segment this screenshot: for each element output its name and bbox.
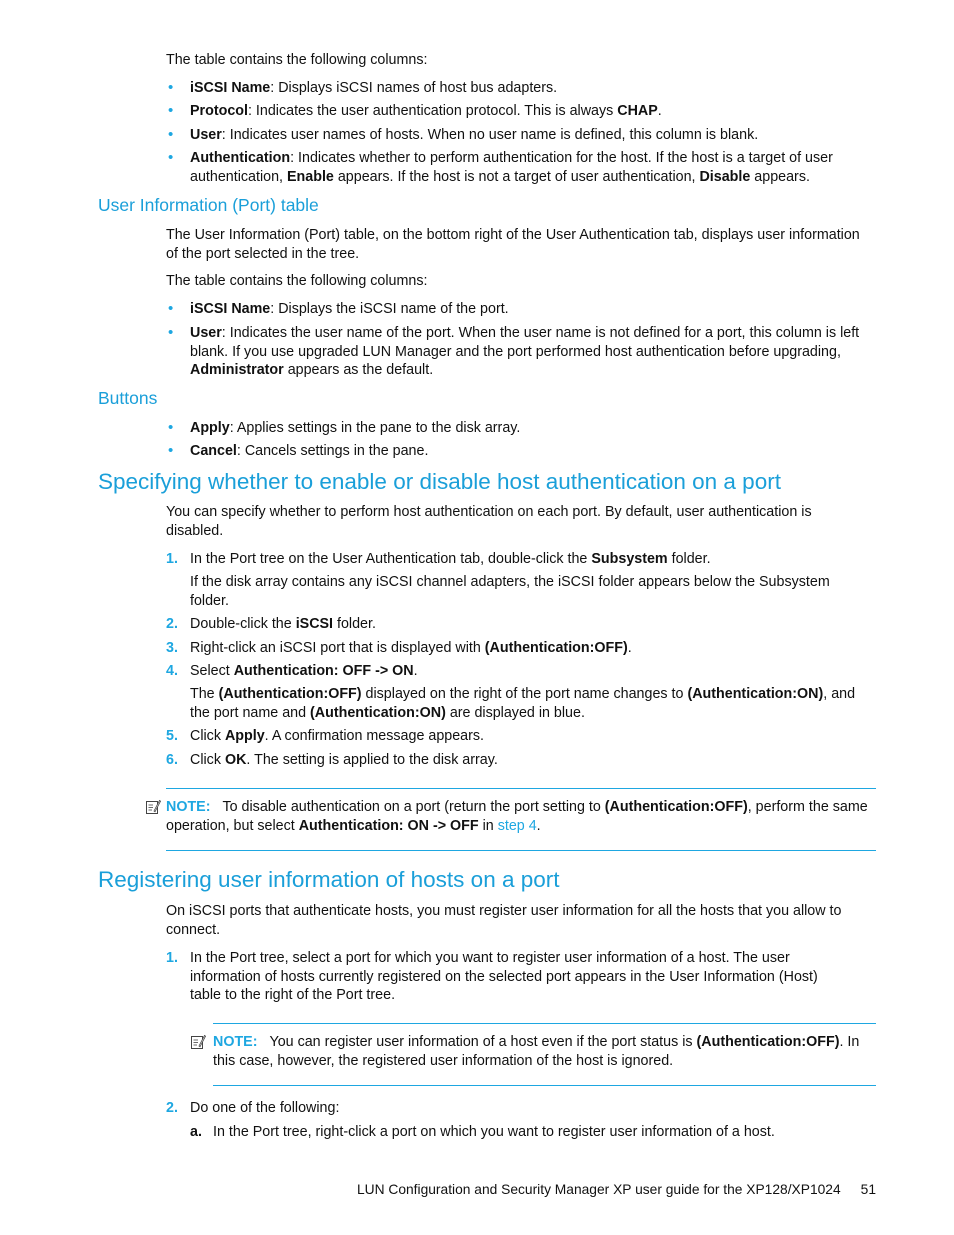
note-label: NOTE: bbox=[166, 799, 211, 815]
column-desc: : Indicates the user name of the port. When the user name is not defined for a port, this column is left blank. If you use upgraded LUN Manager and the port performed host authentication before upgrading, bbox=[190, 325, 860, 360]
note-body: in bbox=[478, 817, 498, 834]
note-divider bbox=[213, 1023, 876, 1024]
protocol-value: CHAP bbox=[617, 103, 658, 119]
note-divider bbox=[213, 1085, 876, 1086]
disable-value: Disable bbox=[699, 168, 751, 185]
step-post: . bbox=[627, 640, 632, 656]
step-bold: Subsystem bbox=[591, 551, 668, 567]
bullet-icon: • bbox=[168, 300, 174, 317]
step-post: . A confirmation message appears. bbox=[264, 728, 485, 744]
column-item bbox=[190, 149, 872, 186]
note-icon bbox=[190, 1034, 206, 1050]
step-number: 4. bbox=[166, 663, 178, 679]
section-heading-buttons: Buttons bbox=[98, 388, 158, 408]
column-desc: . bbox=[657, 103, 662, 119]
sub-text: The bbox=[190, 686, 219, 702]
section-heading-port-table: User Information (Port) table bbox=[98, 195, 319, 215]
step-pre: Select bbox=[190, 663, 234, 679]
note-bold: (Authentication:OFF) bbox=[696, 1034, 840, 1050]
note-icon bbox=[145, 799, 161, 815]
step-number: 3. bbox=[166, 640, 178, 656]
step-pre: Click bbox=[190, 752, 225, 768]
note-divider bbox=[166, 788, 876, 789]
column-item bbox=[190, 102, 872, 121]
step-number: 1. bbox=[166, 950, 178, 966]
column-desc: appears as the default. bbox=[283, 362, 434, 378]
button-desc: : Cancels settings in the pane. bbox=[236, 443, 429, 459]
note-divider bbox=[166, 850, 876, 851]
note-body: You can register user information of a host even if the port status is bbox=[269, 1034, 697, 1050]
note-bold: (Authentication:OFF) bbox=[604, 799, 748, 815]
column-item bbox=[190, 79, 872, 98]
column-name: Protocol bbox=[190, 103, 248, 119]
step-bold: iSCSI bbox=[295, 616, 334, 632]
sub-text: displayed on the right of the port name changes to bbox=[361, 686, 688, 702]
sub-text: are displayed in blue. bbox=[445, 704, 585, 721]
step-bold: Apply bbox=[224, 728, 265, 744]
column-name: iSCSI Name bbox=[190, 301, 271, 317]
sub-text: , and the port name and bbox=[190, 686, 856, 721]
note-body: . bbox=[536, 817, 541, 834]
step-sub-text: If the disk array contains any iSCSI channel adapters, the iSCSI folder appears below the Subsystem folder. bbox=[190, 574, 830, 609]
substep-text: In the Port tree, right-click a port on which you want to register user information of a host. bbox=[213, 1124, 775, 1140]
column-item bbox=[190, 300, 872, 319]
step-text bbox=[190, 751, 872, 770]
column-desc: : Indicates the user authentication protocol. This is always bbox=[247, 103, 618, 119]
sub-bold: (Authentication:ON) bbox=[687, 686, 824, 702]
note-body: , perform the same operation, but select bbox=[166, 799, 868, 834]
note-body: To disable authentication on a port (return the port setting to bbox=[222, 799, 605, 815]
sub-bold: (Authentication:ON) bbox=[310, 704, 446, 721]
note-text bbox=[166, 798, 872, 835]
step-4-link[interactable]: step 4 bbox=[497, 817, 537, 834]
footer-title: LUN Configuration and Security Manager XP user guide for the XP128/XP1024 bbox=[356, 1182, 841, 1197]
step-post: . The setting is applied to the disk array. bbox=[246, 752, 498, 768]
step-pre: In the Port tree on the User Authentication tab, double-click the bbox=[190, 551, 592, 567]
section-heading-register: Registering user information of hosts on a port bbox=[98, 867, 560, 892]
bullet-icon: • bbox=[168, 102, 174, 119]
step-number: 6. bbox=[166, 752, 178, 768]
button-name: Apply bbox=[190, 420, 230, 436]
column-desc: appears. bbox=[750, 168, 810, 185]
step-pre: Double-click the bbox=[190, 616, 296, 632]
administrator-value: Administrator bbox=[190, 362, 284, 378]
port-table-para: The User Information (Port) table, on the bottom right of the User Authentication tab, displays user information of the port selected in the tree. bbox=[166, 227, 860, 262]
step-pre: Right-click an iSCSI port that is displayed with bbox=[190, 640, 485, 656]
bullet-icon: • bbox=[168, 419, 174, 436]
column-desc: : Indicates user names of hosts. When no user name is defined, this column is blank. bbox=[221, 127, 759, 143]
button-item-cancel bbox=[190, 442, 872, 461]
register-para: On iSCSI ports that authenticate hosts, you must register user information for all the hosts that you allow to connect. bbox=[166, 903, 842, 938]
note-body: . In this case, however, the registered user information of the host is ignored. bbox=[213, 1034, 860, 1069]
step-number: 1. bbox=[166, 551, 178, 567]
section-heading-specify: Specifying whether to enable or disable host authentication on a port bbox=[98, 469, 781, 494]
step-text: In the Port tree, select a port for which you want to register user information of a host. The user information of hosts currently registered on the selected port appears in the User Information (Host) table to the right of the Port tree. bbox=[190, 950, 818, 1003]
step-bold: OK bbox=[224, 752, 247, 768]
step-text bbox=[190, 662, 872, 681]
step-sub-text bbox=[190, 685, 872, 722]
step-text bbox=[190, 639, 872, 658]
bullet-icon: • bbox=[168, 149, 174, 166]
column-name: iSCSI Name bbox=[190, 80, 271, 96]
button-name: Cancel bbox=[190, 443, 237, 459]
step-bold: (Authentication:OFF) bbox=[484, 640, 628, 656]
page-number: 51 bbox=[860, 1182, 876, 1197]
bullet-icon: • bbox=[168, 324, 174, 341]
column-name: Authentication bbox=[190, 150, 291, 166]
enable-value: Enable bbox=[286, 168, 334, 185]
column-name: User bbox=[190, 325, 222, 341]
column-desc: : Displays the iSCSI name of the port. bbox=[270, 301, 509, 317]
step-pre: Click bbox=[190, 728, 225, 744]
intro-text: The table contains the following columns: bbox=[166, 52, 428, 68]
bullet-icon: • bbox=[168, 79, 174, 96]
step-bold: Authentication: OFF -> ON bbox=[233, 663, 414, 679]
step-post: folder. bbox=[667, 551, 711, 567]
note-label: NOTE: bbox=[213, 1034, 258, 1050]
step-text bbox=[190, 550, 872, 569]
page-footer bbox=[340, 1181, 876, 1200]
step-text bbox=[190, 727, 872, 746]
bullet-icon: • bbox=[168, 126, 174, 143]
column-desc: : Indicates whether to perform authentication for the host. If the host is a target of user authentication, bbox=[190, 150, 833, 185]
port-table-intro: The table contains the following columns: bbox=[166, 273, 428, 289]
column-desc: appears. If the host is not a target of user authentication, bbox=[333, 168, 700, 185]
step-text: Do one of the following: bbox=[190, 1100, 340, 1116]
button-item-apply bbox=[190, 419, 872, 438]
specify-para: You can specify whether to perform host authentication on each port. By default, user authentication is disabled. bbox=[166, 504, 812, 539]
step-post: . bbox=[413, 663, 418, 679]
step-number: 2. bbox=[166, 1100, 178, 1116]
column-item bbox=[190, 324, 872, 380]
step-post: folder. bbox=[333, 616, 376, 632]
step-number: 2. bbox=[166, 616, 178, 632]
button-desc: : Applies settings in the pane to the disk array. bbox=[229, 420, 521, 436]
column-desc: : Displays iSCSI names of host bus adapters. bbox=[270, 80, 558, 96]
substep-letter: a. bbox=[190, 1124, 202, 1140]
column-item bbox=[190, 126, 872, 145]
sub-bold: (Authentication:OFF) bbox=[218, 686, 362, 702]
note-text bbox=[213, 1033, 873, 1070]
step-number: 5. bbox=[166, 728, 178, 744]
step-text bbox=[190, 615, 872, 634]
note-bold: Authentication: ON -> OFF bbox=[298, 817, 479, 834]
column-name: User bbox=[190, 127, 222, 143]
bullet-icon: • bbox=[168, 442, 174, 459]
